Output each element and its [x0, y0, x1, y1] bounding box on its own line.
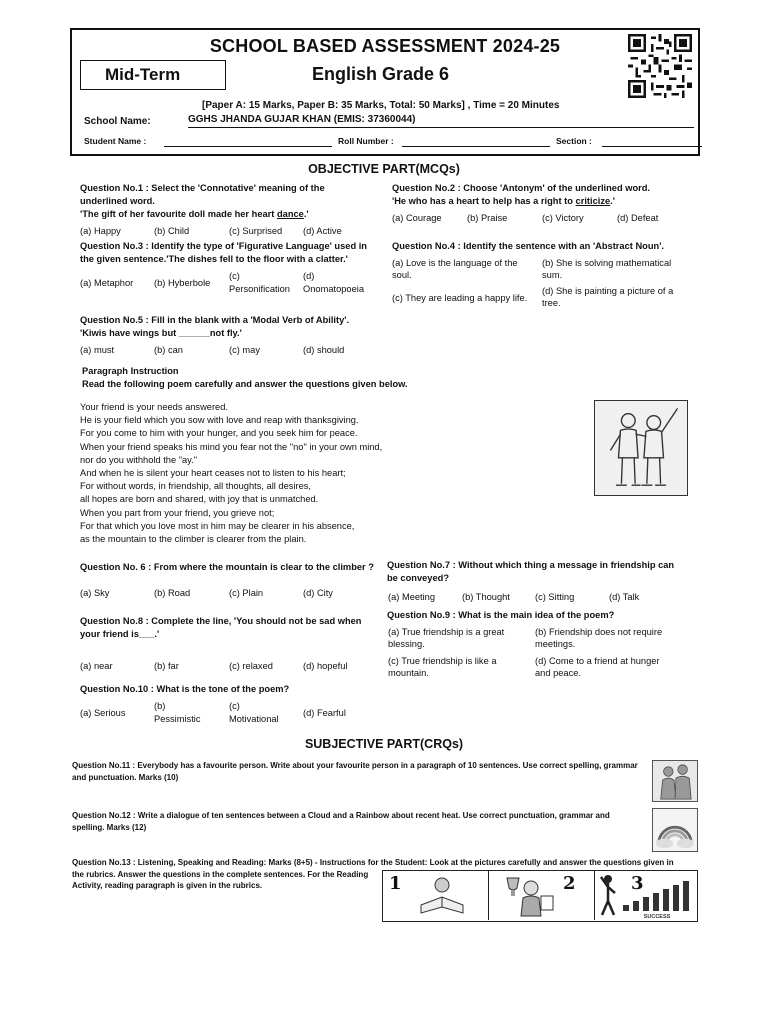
- q8-line1: Question No.8 : Complete the line, 'You should not be sad when: [80, 616, 362, 626]
- q5-option-c: (c) may: [229, 345, 260, 355]
- q4-option-d: [542, 285, 673, 309]
- q5-line1: Question No.5 : Fill in the blank with a 'Modal Verb of Ability'.: [80, 315, 350, 325]
- q11-line1: Question No.11 : Everybody has a favourite person. Write about your favourite person in a paragraph of 10 sentences. Use correct spelling, grammar: [72, 761, 638, 770]
- q13-line3: Activity, reading paragraph is given in the rubrics.: [72, 881, 263, 890]
- q10-option-c-marker: (c): [229, 701, 240, 711]
- question-9: [387, 609, 692, 622]
- paragraph-instruction: [82, 365, 482, 391]
- roll-number-label: Roll Number :: [338, 136, 394, 146]
- strip-panel-1: [383, 871, 489, 920]
- q6-option-d: (d) City: [303, 588, 333, 598]
- q9-option-b-line1: (b) Friendship does not require: [535, 627, 663, 637]
- q4-option-d-line1: (d) She is painting a picture of a: [542, 286, 674, 296]
- q5-line2: 'Kiwis have wings but ______not fly.': [80, 328, 242, 338]
- q9-option-d: [535, 655, 660, 679]
- q4-option-a-line1: (a) Love is the language of the: [392, 258, 518, 268]
- q9-option-d-line1: (d) Come to a friend at hunger: [535, 656, 660, 666]
- poem-line: When your friend speaks his mind you fear not the "no" in your own mind,: [80, 441, 383, 452]
- section-label: Section :: [556, 136, 592, 146]
- poem: [80, 401, 382, 546]
- roll-number-field[interactable]: [402, 146, 550, 147]
- q13-line2: the rubrics. Answer the questions in the complete sentences. For the Reading: [72, 869, 369, 879]
- marks-line: [Paper A: 15 Marks, Paper B: 35 Marks, Total: 50 Marks] , Time = 20 Minutes: [202, 100, 560, 111]
- question-2: [392, 182, 692, 208]
- q2-underlined-word: criticize: [575, 196, 611, 206]
- q12-line2: spelling. Marks (12): [72, 822, 147, 832]
- q4-option-a: [392, 257, 518, 281]
- friends-illustration-icon: [594, 400, 688, 496]
- q10-line1: Question No.10 : What is the tone of the poem?: [80, 684, 290, 694]
- climbing-man-icon: [597, 873, 619, 917]
- q10-option-d: (d) Fearful: [303, 708, 346, 718]
- strip-panel-2: [489, 871, 595, 920]
- poem-line: For you come to him with your hunger, and you seek him for peace.: [80, 428, 358, 439]
- poem-line: For that which you love most in him may be clearer in his absence,: [80, 520, 355, 531]
- paragraph-instruction-text: Read the following poem carefully and answer the questions given below.: [82, 379, 408, 389]
- q10-option-b-marker: (b): [154, 701, 166, 711]
- poem-line: When you part from your friend, you grieve not;: [80, 507, 275, 518]
- success-bar-graph-icon: [621, 881, 693, 919]
- q4-option-a-line2: soul.: [392, 270, 412, 280]
- q4-option-b-line2: sum.: [542, 270, 563, 280]
- q7-line1: Question No.7 : Without which thing a message in friendship can: [387, 560, 675, 570]
- q8-option-a: (a) near: [80, 661, 113, 671]
- question-10: [80, 683, 380, 696]
- q2-option-a: (a) Courage: [392, 213, 442, 223]
- q2-line2b: .': [610, 196, 615, 206]
- trophy-boy-icon: [497, 874, 557, 918]
- question-3: [80, 240, 380, 266]
- question-8: [80, 615, 380, 641]
- q9-line1: Question No.9 : What is the main idea of the poem?: [387, 610, 615, 620]
- q3-option-b: (b) Hyberbole: [154, 278, 211, 288]
- exam-title: SCHOOL BASED ASSESSMENT 2024-25: [209, 36, 561, 56]
- q2-line2a: 'He who has a heart to help has a right to: [392, 196, 576, 206]
- poem-line: nor do you withhold the "ay.": [80, 454, 198, 465]
- q1-line3a: 'The gift of her favourite doll made her heart: [80, 209, 277, 219]
- strip-number-1: 1: [389, 873, 402, 894]
- q4-line1: Question No.4 : Identify the sentence with an 'Abstract Noun'.: [392, 241, 664, 251]
- student-info-row: [84, 136, 690, 150]
- q3-line2: the given sentence.'The dishes fell to the floor with a clatter.': [80, 254, 348, 264]
- q5-option-d: (d) should: [303, 345, 345, 355]
- q6-line1: Question No. 6 : From where the mountain is clear to the climber ?: [80, 562, 374, 572]
- q2-line1: Question No.2 : Choose 'Antonym' of the underlined word.: [392, 183, 651, 193]
- q7-option-a: (a) Meeting: [388, 592, 436, 602]
- q7-line2: be conveyed?: [387, 573, 450, 583]
- q2-option-d: (d) Defeat: [617, 213, 659, 223]
- q6-option-b: (b) Road: [154, 588, 191, 598]
- q8-option-b: (b) far: [154, 661, 179, 671]
- q2-option-c: (c) Victory: [542, 213, 584, 223]
- q12-line1: Question No.12 : Write a dialogue of ten sentences between a Cloud and a Rainbow about recent heat. Use correct punctuation, grammar and: [72, 811, 610, 820]
- question-4: [392, 240, 692, 253]
- question-11: [72, 760, 652, 783]
- q7-option-c: (c) Sitting: [535, 592, 575, 602]
- question-6: [80, 561, 380, 574]
- q3-option-c-marker: (c): [229, 271, 240, 281]
- q8-option-d: (d) hopeful: [303, 661, 348, 671]
- term-box: Mid-Term: [80, 60, 226, 90]
- q1-option-b: (b) Child: [154, 226, 190, 236]
- reading-boy-icon: [407, 875, 477, 917]
- q9-option-b-line2: meetings.: [535, 639, 576, 649]
- q4-option-c: (c) They are leading a happy life.: [392, 293, 528, 303]
- q10-option-c: Motivational: [229, 714, 279, 724]
- q1-line1: Question No.1 : Select the 'Connotative' meaning of the: [80, 183, 325, 193]
- qr-code-icon: [628, 34, 692, 98]
- q6-option-a: (a) Sky: [80, 588, 110, 598]
- school-name-value: GGHS JHANDA GUJAR KHAN (EMIS: 37360044): [188, 114, 694, 128]
- poem-line: Your friend is your needs answered.: [80, 402, 228, 412]
- q9-option-a-line1: (a) True friendship is a great: [388, 627, 505, 637]
- poem-line: as the mountain to the climber is clearer from the plain.: [80, 534, 307, 545]
- q6-option-c: (c) Plain: [229, 588, 264, 598]
- student-name-field[interactable]: [164, 146, 332, 147]
- poem-line: He is your field which you sow with love and reap with thanksgiving.: [80, 415, 359, 426]
- exam-subtitle: English Grade 6: [312, 64, 450, 84]
- question-12: [72, 810, 632, 833]
- q3-option-d: Onomatopoeia: [303, 284, 364, 294]
- q1-line2: underlined word.: [80, 196, 155, 206]
- q1-option-c: (c) Surprised: [229, 226, 283, 236]
- listening-speaking-picture-strip: [382, 870, 698, 922]
- q7-option-d: (d) Talk: [609, 592, 640, 602]
- strip-panel-3: [595, 871, 696, 920]
- q2-option-b: (b) Praise: [467, 213, 508, 223]
- q9-option-a-line2: blessing.: [388, 639, 425, 649]
- student-name-label: Student Name :: [84, 136, 147, 146]
- exam-header: [70, 28, 700, 156]
- q4-option-b-line1: (b) She is solving mathematical: [542, 258, 672, 268]
- strip-number-2: 2: [563, 873, 576, 894]
- q9-option-c-line1: (c) True friendship is like a: [388, 656, 497, 666]
- question-5: [80, 314, 400, 340]
- q4-option-b: [542, 257, 671, 281]
- q3-option-a: (a) Metaphor: [80, 278, 134, 288]
- rainbow-cloud-picture-icon: [652, 808, 698, 852]
- q1-underlined-word: dance: [276, 209, 304, 219]
- q3-line1: Question No.3 : Identify the type of 'Figurative Language' used in: [80, 241, 367, 251]
- paragraph-heading: Paragraph Instruction: [82, 366, 179, 376]
- q10-option-a: (a) Serious: [80, 708, 126, 718]
- section-field[interactable]: [602, 146, 702, 147]
- q8-option-c: (c) relaxed: [229, 661, 273, 671]
- subjective-section-title: SUBJECTIVE PART(CRQs): [304, 737, 464, 751]
- q1-option-d: (d) Active: [303, 226, 342, 236]
- poem-line: For without words, in friendship, all thoughts, all desires,: [80, 481, 311, 492]
- q4-option-d-line2: tree.: [542, 298, 561, 308]
- q5-option-b: (b) can: [154, 345, 183, 355]
- q7-option-b: (b) Thought: [462, 592, 510, 602]
- q9-option-a: [388, 626, 504, 650]
- q3-option-c: Personification: [229, 284, 290, 294]
- objective-section-title: OBJECTIVE PART(MCQs): [308, 162, 460, 176]
- question-7: [387, 559, 692, 585]
- q9-option-c: [388, 655, 497, 679]
- q9-option-b: [535, 626, 662, 650]
- favourite-person-picture-icon: [652, 760, 698, 802]
- school-name-label: School Name:: [84, 116, 151, 127]
- success-word: SUCCESS: [643, 914, 671, 919]
- q11-line2: and punctuation. Marks (10): [72, 772, 179, 782]
- q1-line3b: .': [303, 209, 309, 219]
- strip-number-3: 3: [631, 873, 644, 894]
- q1-option-a: (a) Happy: [80, 226, 121, 236]
- question-1: [80, 182, 380, 221]
- q9-option-c-line2: mountain.: [388, 668, 429, 678]
- q3-option-d-marker: (d): [303, 271, 315, 281]
- q9-option-d-line2: and peace.: [535, 668, 582, 678]
- poem-line: And when he is silent your heart ceases not to listen to his heart;: [80, 468, 346, 479]
- q5-option-a: (a) must: [80, 345, 115, 355]
- q10-option-b: Pessimistic: [154, 714, 201, 724]
- q13-line1: Question No.13 : Listening, Speaking and Reading: Marks (8+5) - Instructions for the Student: Look at the pictures carefully and answer the questions given in: [72, 858, 674, 867]
- poem-line: all hopes are born and shared, with joy that is unmatched.: [80, 494, 319, 505]
- q8-line2: your friend is___.': [80, 629, 160, 639]
